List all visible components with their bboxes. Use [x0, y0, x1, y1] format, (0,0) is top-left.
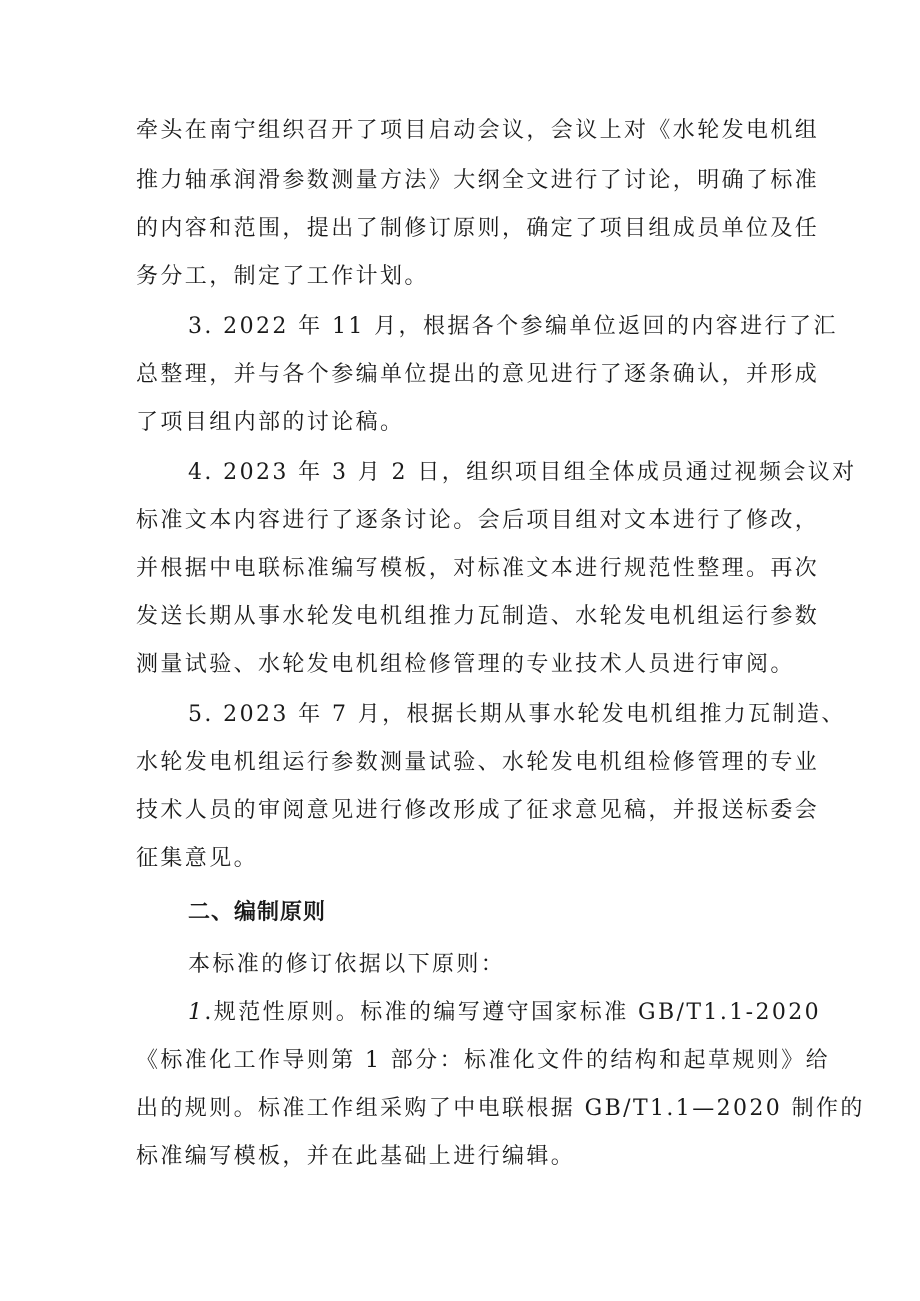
paragraph-line: 水轮发电机组运行参数测量试验、水轮发电机组检修管理的专业: [136, 750, 820, 775]
paragraph-line: 测量试验、水轮发电机组检修管理的专业技术人员进行审阅。: [136, 652, 795, 677]
paragraph-line: 征集意见。: [136, 846, 259, 871]
paragraph-line: 务分工，制定了工作计划。: [136, 264, 429, 289]
paragraph-line: 3. 2022 年 11 月，根据各个参编单位返回的内容进行了汇: [188, 314, 838, 339]
paragraph-line: 了项目组内部的讨论稿。: [136, 410, 405, 435]
paragraph-line: 标准编写模板，并在此基础上进行编辑。: [136, 1144, 576, 1169]
paragraph-line: 的内容和范围，提出了制修订原则，确定了项目组成员单位及任: [136, 216, 820, 241]
principle-number: 1: [188, 1000, 205, 1025]
paragraph-line: 4. 2023 年 3 月 2 日，组织项目组全体成员通过视频会议对: [188, 460, 857, 485]
paragraph-line: 总整理，并与各个参编单位提出的意见进行了逐条确认，并形成: [136, 362, 820, 387]
paragraph-line: 并根据中电联标准编写模板，对标准文本进行规范性整理。再次: [136, 556, 820, 581]
paragraph-line: 本标准的修订依据以下原则：: [188, 952, 506, 977]
paragraph-line: 牵头在南宁组织召开了项目启动会议，会议上对《水轮发电机组: [136, 118, 820, 143]
paragraph-line: 技术人员的审阅意见进行修改形成了征求意见稿，并报送标委会: [136, 798, 820, 823]
paragraph-line: 出的规则。标准工作组采购了中电联根据 GB/T1.1—2020 制作的: [136, 1096, 865, 1121]
paragraph-line: 推力轴承润滑参数测量方法》大纲全文进行了讨论，明确了标准: [136, 168, 820, 193]
paragraph-line: 《标准化工作导则第 1 部分：标准化文件的结构和起草规则》给: [136, 1048, 830, 1073]
principle-text: .规范性原则。标准的编写遵守国家标准 GB/T1.1-2020: [204, 1000, 822, 1025]
paragraph-line: 发送长期从事水轮发电机组推力瓦制造、水轮发电机组运行参数: [136, 604, 820, 629]
paragraph-line: 标准文本内容进行了逐条讨论。会后项目组对文本进行了修改，: [136, 508, 820, 533]
section-heading: 二、编制原则: [188, 900, 327, 925]
paragraph-line: 5. 2023 年 7 月，根据长期从事水轮发电机组推力瓦制造、: [188, 702, 846, 727]
paragraph-line: [188, 998, 821, 1028]
